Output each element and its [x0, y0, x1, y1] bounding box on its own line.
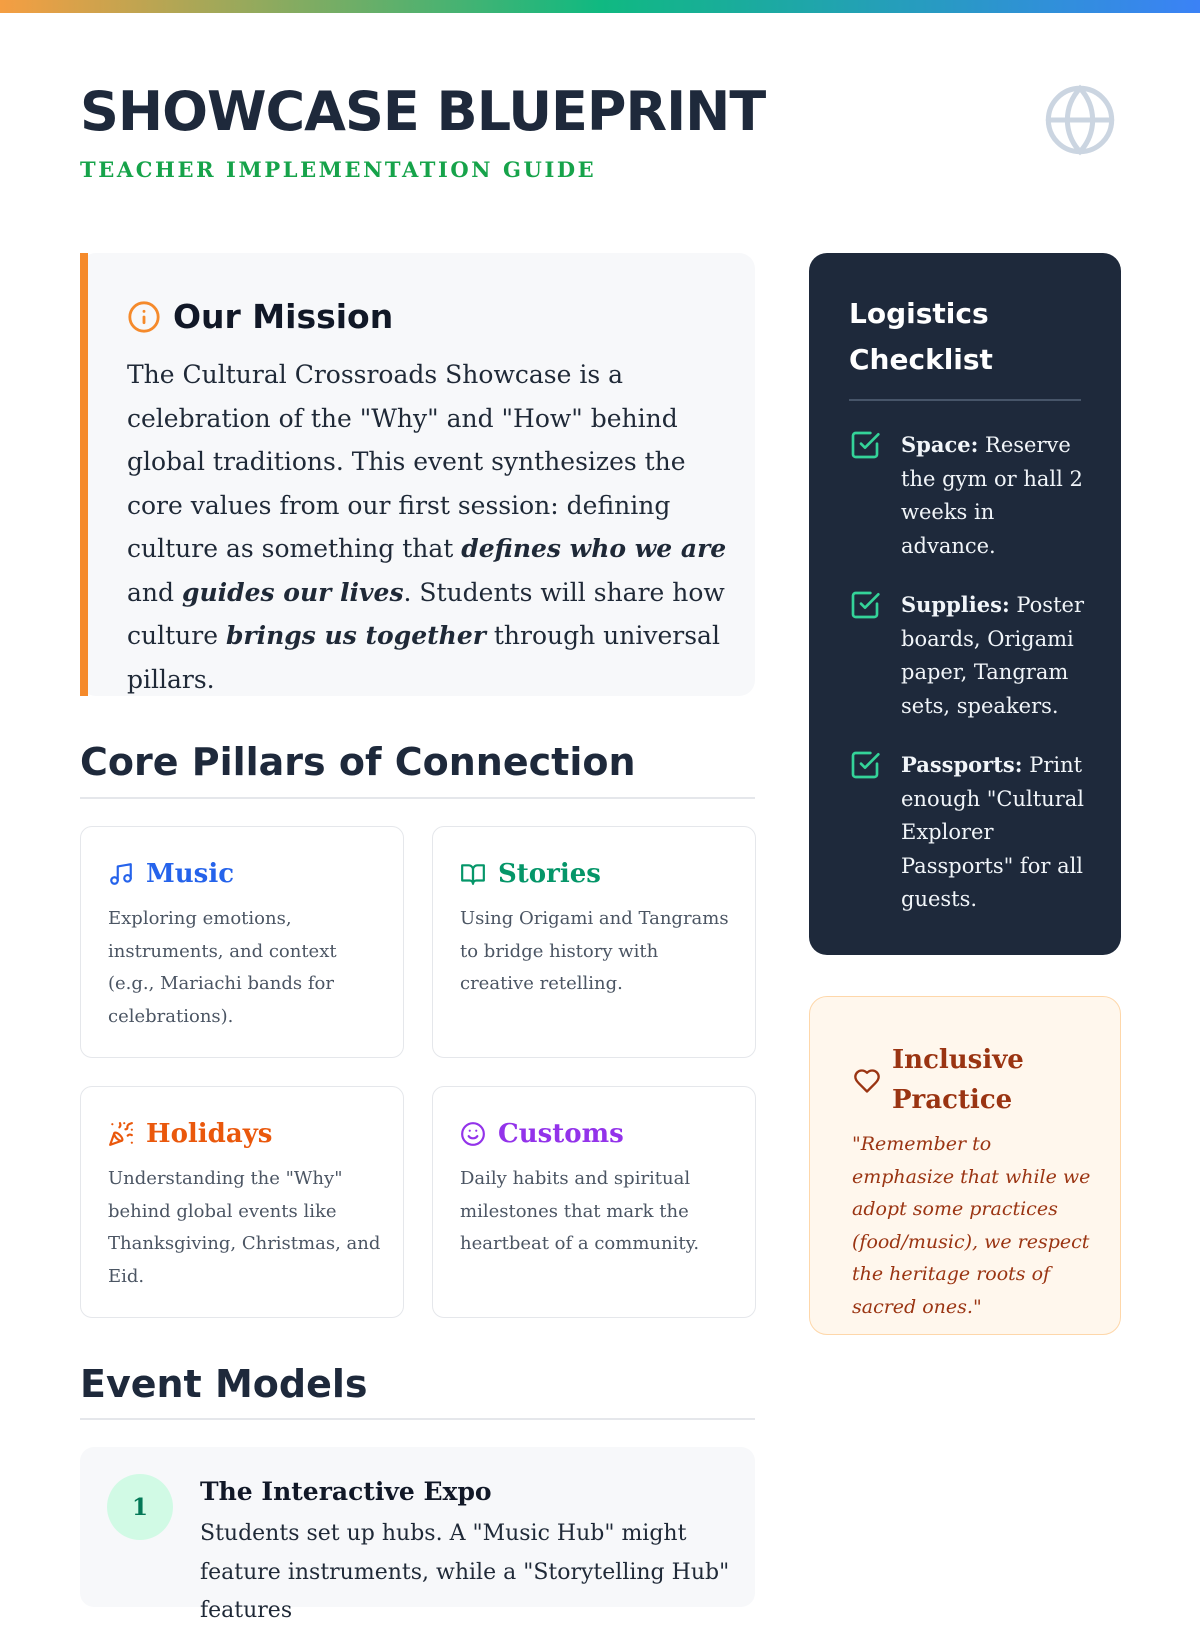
music-note-icon — [108, 861, 134, 887]
pillar-description: Understanding the "Why" behind global events like Thanksgiving, Christmas, and Eid. — [108, 1168, 381, 1287]
pillar-description: Using Origami and Tangrams to bridge history with creative retelling. — [460, 908, 729, 994]
event-model-card — [80, 1447, 755, 1623]
logistics-checklist-card — [809, 253, 1121, 955]
event-description: Students set up hubs. A "Music Hub" might feature instruments, while a "Storytelling Hub" features — [200, 1521, 730, 1623]
checklist-text: Passports: Print enough "Cultural Explorer Passports" for all guests. — [901, 752, 1084, 911]
globe-icon — [1042, 82, 1118, 158]
step-number-badge: 1 — [107, 1474, 173, 1540]
inclusive-practice-card — [809, 996, 1121, 1335]
inclusive-title: Inclusive Practice — [892, 1045, 1024, 1115]
mission-header — [127, 297, 393, 336]
mission-title: Our Mission — [173, 297, 394, 336]
section-divider — [80, 797, 755, 799]
pillars-section-title: Core Pillars of Connection — [80, 740, 636, 784]
checklist-text: Supplies: Poster boards, Origami paper, Tangram sets, speakers. — [901, 592, 1084, 718]
page-subtitle: TEACHER IMPLEMENTATION GUIDE — [80, 157, 597, 182]
checklist-text: Space: Reserve the gym or hall 2 weeks in advance. — [901, 432, 1083, 558]
check-square-icon — [849, 429, 881, 461]
section-divider — [80, 1418, 755, 1420]
pillar-card-holidays — [80, 1086, 404, 1318]
info-icon — [127, 300, 161, 334]
pillar-card-music — [80, 826, 404, 1058]
page-title: SHOWCASE BLUEPRINT — [80, 80, 766, 143]
logistics-divider — [849, 399, 1081, 401]
check-square-icon — [849, 749, 881, 781]
mission-text: The Cultural Crossroads Showcase is a celebration of the "Why" and "How" behind global traditions. This event synthesizes the core values from our first session: defining culture as something that defines who we are and guides our lives. Students will share how culture brings us together through universal pillars. — [127, 360, 727, 694]
smiley-icon — [460, 1121, 486, 1147]
pillar-title: Holidays — [146, 1119, 273, 1149]
pillar-card-stories — [432, 826, 756, 1058]
pillar-title: Stories — [498, 859, 601, 889]
heart-icon — [853, 1067, 881, 1095]
book-icon — [460, 861, 486, 887]
mission-card — [80, 253, 755, 696]
pillar-card-customs — [432, 1086, 756, 1318]
party-popper-icon — [108, 1121, 134, 1147]
pillar-title: Customs — [498, 1119, 624, 1149]
logistics-title: Logistics Checklist — [849, 297, 993, 376]
check-square-icon — [849, 589, 881, 621]
event-title: The Interactive Expo — [200, 1477, 492, 1506]
events-section-title: Event Models — [80, 1362, 368, 1406]
inclusive-quote: "Remember to emphasize that while we adopt some practices (food/music), we respect the heritage roots of sacred ones." — [852, 1133, 1091, 1318]
pillar-description: Daily habits and spiritual milestones that mark the heartbeat of a community. — [460, 1168, 700, 1254]
pillar-description: Exploring emotions, instruments, and context (e.g., Mariachi bands for celebrations). — [108, 908, 337, 1027]
pillar-title: Music — [146, 859, 235, 889]
top-gradient-bar — [0, 0, 1200, 13]
